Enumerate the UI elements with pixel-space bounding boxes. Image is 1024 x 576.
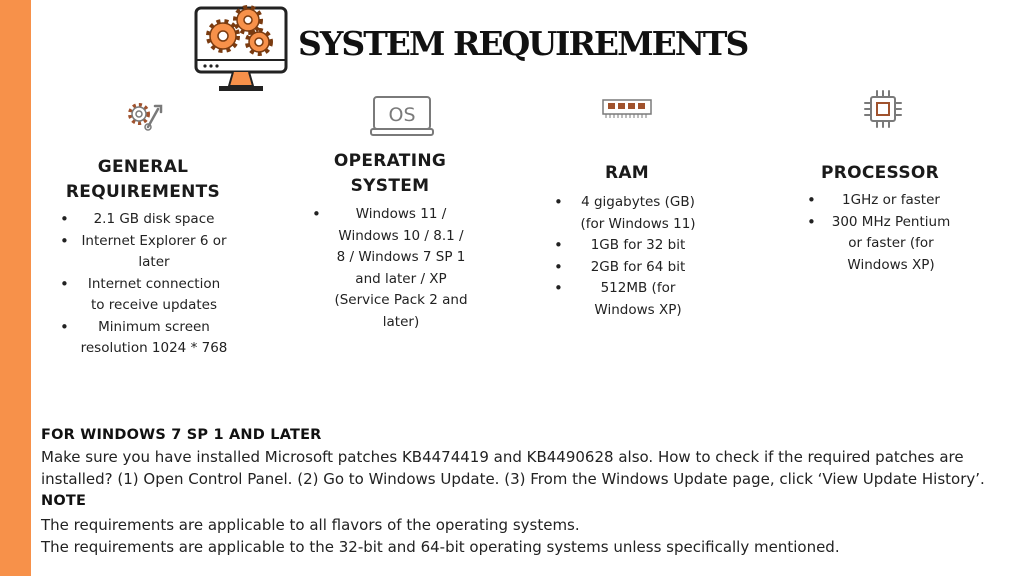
os-monitor-icon bbox=[370, 95, 434, 137]
column-general-requirements bbox=[58, 155, 228, 360]
column-title-line: SYSTEM bbox=[350, 176, 430, 196]
column-title-line: PROCESSOR bbox=[820, 163, 940, 183]
list-item: • 300 MHz Pentium or faster (for Windows XP) bbox=[805, 212, 955, 277]
column-operating-system bbox=[310, 149, 470, 333]
list-item: • Minimum screen resolution 1024 * 768 bbox=[58, 317, 228, 360]
windows7-paragraph: Make sure you have installed Microsoft patches KB4474419 and KB4490628 also. How to check if the required patches are installed? (1) Open Control Panel. (2) Go to Windows Update. (3) From the Windows Update page, click ‘View Update History’. bbox=[41, 448, 985, 488]
column-title-line: GENERAL bbox=[97, 157, 189, 177]
list-item: • 2GB for 64 bit bbox=[552, 257, 702, 279]
accent-sidebar bbox=[0, 0, 31, 576]
list-item: • 4 gigabytes (GB) (for Windows 11) bbox=[552, 192, 702, 235]
gear-monitor-logo-icon bbox=[193, 2, 289, 94]
note-line: The requirements are applicable to the 32-bit and 64-bit operating systems unless specifically mentioned. bbox=[41, 538, 840, 556]
column-title bbox=[805, 161, 955, 186]
column-title-line: RAM bbox=[604, 163, 650, 183]
requirement-list bbox=[58, 209, 228, 360]
windows7-heading: FOR WINDOWS 7 SP 1 AND LATER bbox=[41, 427, 322, 443]
ram-icon bbox=[602, 98, 652, 120]
column-title-line: OPERATING bbox=[333, 151, 447, 171]
note-line: The requirements are applicable to all flavors of the operating systems. bbox=[41, 516, 580, 534]
os-label: OS bbox=[388, 104, 416, 126]
requirement-list bbox=[805, 190, 955, 276]
requirement-list bbox=[552, 192, 702, 321]
column-title bbox=[58, 155, 228, 205]
list-item: • Internet Explorer 6 or later bbox=[58, 231, 228, 274]
page-title: SYSTEM REQUIREMENTS bbox=[298, 24, 748, 63]
list-item: • 1GB for 32 bit bbox=[552, 235, 702, 257]
column-ram bbox=[552, 161, 702, 321]
list-item: • 1GHz or faster bbox=[805, 190, 955, 212]
processor-icon bbox=[862, 88, 904, 130]
gear-wrench-icon bbox=[122, 97, 166, 135]
column-title bbox=[310, 149, 470, 199]
requirement-list bbox=[310, 204, 470, 333]
column-processor bbox=[805, 161, 955, 276]
list-item: • Windows 11 / Windows 10 / 8.1 / 8 / Windows 7 SP 1 and later / XP (Service Pack 2 and later) bbox=[310, 204, 470, 333]
list-item: • 2.1 GB disk space bbox=[58, 209, 228, 231]
column-title-line: REQUIREMENTS bbox=[65, 182, 221, 202]
note-heading: NOTE bbox=[41, 493, 87, 509]
list-item: • Internet connection to receive updates bbox=[58, 274, 228, 317]
column-title bbox=[552, 161, 702, 186]
list-item: • 512MB (for Windows XP) bbox=[552, 278, 702, 321]
footer-notes bbox=[41, 424, 1016, 558]
